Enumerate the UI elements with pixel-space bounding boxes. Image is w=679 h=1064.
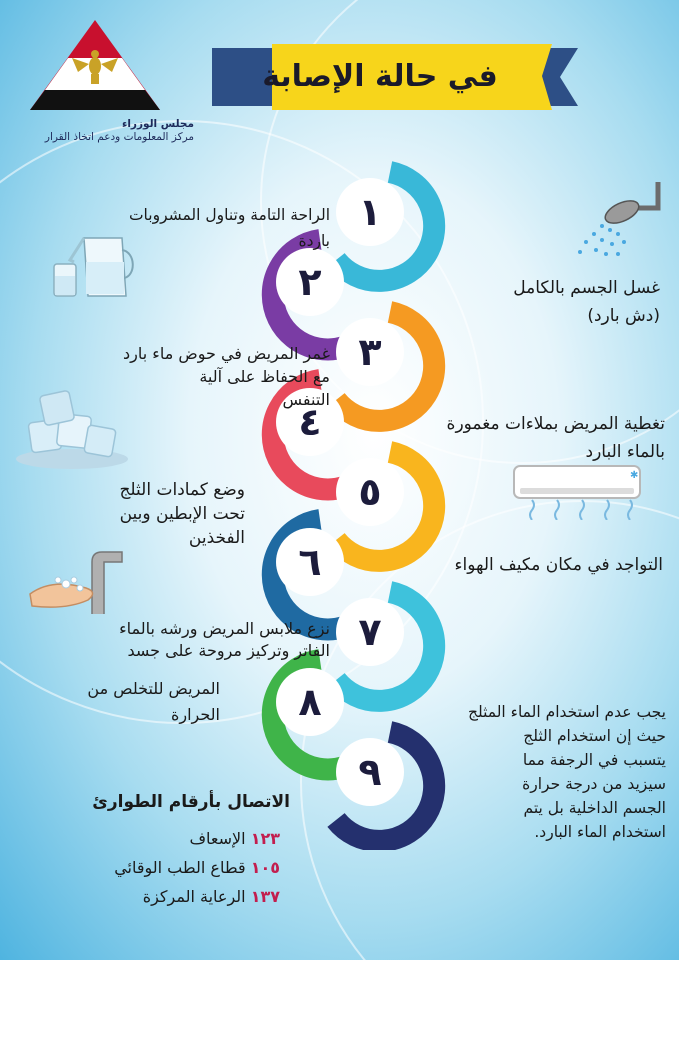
- emergency-title: الاتصال بأرقام الطوارئ: [92, 792, 290, 812]
- step-4-line-2: بالماء البارد: [585, 442, 665, 462]
- emergency-item: [20, 853, 280, 882]
- step-number-3: ٣: [358, 330, 382, 374]
- step-number-2: ٢: [298, 260, 322, 304]
- emergency-number: ١٣٧: [250, 887, 280, 906]
- emergency-label: الإسعاف: [189, 829, 246, 848]
- hand-washing-icon: [22, 548, 132, 616]
- ice-cubes-icon: [12, 385, 132, 473]
- emergency-label: قطاع الطب الوقائي: [114, 858, 246, 877]
- step-8-line-5: الجسم الداخلية بل يتم: [523, 799, 666, 817]
- emergency-item: [20, 824, 280, 853]
- step-number-5: ٥: [358, 470, 382, 514]
- step-2-line-2: (دش بارد): [587, 306, 660, 326]
- svg-text:✱: ✱: [630, 470, 639, 481]
- emergency-list: [20, 824, 280, 911]
- step-7-line-2: الفاتر وتركيز مروحة على جسد: [127, 641, 330, 660]
- step-number-8: ٨: [298, 680, 322, 724]
- page-title: في حالة الإصابة: [262, 59, 498, 94]
- step-8-line-6: استخدام الماء البارد.: [534, 823, 666, 841]
- step-5-line-3: الفخذين: [188, 528, 245, 548]
- step-5-text: [60, 478, 245, 550]
- step-2-text: [380, 274, 660, 330]
- step-1-text: [128, 202, 330, 254]
- air-conditioner-icon: [512, 464, 642, 520]
- emergency-number: ١٢٣: [250, 829, 280, 848]
- step-2-line-1: غسل الجسم بالكامل: [513, 278, 660, 298]
- step-3-line-2: مع الحفاظ على آلية: [199, 367, 330, 386]
- step-5-line-1: وضع كمادات الثلج: [119, 480, 245, 500]
- step-8-line-4: سيزيد من درجة حرارة: [522, 775, 666, 793]
- step-8-line-2: حيث إن استخدام الثلج: [523, 727, 666, 745]
- emergency-number: ١٠٥: [250, 858, 280, 877]
- emergency-item: [20, 882, 280, 911]
- step-number-1: ١: [358, 190, 382, 234]
- step-4-line-1: تغطية المريض بملاءات مغمورة: [446, 414, 665, 434]
- step-number-4: ٤: [298, 400, 322, 444]
- logo: [20, 14, 170, 114]
- step-8-line-1: يجب عدم استخدام الماء المثلج: [467, 703, 666, 721]
- step-7-line-3: المريض للتخلص من: [87, 679, 220, 698]
- emergency-label: الرعاية المركزة: [142, 887, 246, 906]
- step-1-line-2: باردة: [298, 232, 330, 250]
- step-8-line-3: يتسبب في الرجفة مما: [522, 751, 666, 769]
- step-7-text: [5, 618, 330, 662]
- logo-subtitle: مركز المعلومات ودعم اتخاذ القرار: [44, 131, 194, 143]
- step-5-line-2: تحت الإبطين وبين: [119, 504, 245, 524]
- step-6-text: [350, 552, 663, 578]
- step-number-9: ٩: [358, 750, 382, 794]
- step-4-text: [360, 410, 665, 466]
- logo-title: مجلس الوزراء: [121, 118, 194, 130]
- step-7-text-cont: [40, 676, 220, 728]
- step-7-line-4: الحرارة: [170, 705, 220, 724]
- shower-icon: [572, 180, 662, 260]
- step-3-line-3: التنفس: [282, 390, 330, 409]
- step-7-line-1: نزع ملابس المريض ورشه بالماء: [119, 619, 330, 638]
- water-pitcher-icon: [44, 232, 136, 302]
- step-6-line-1: التواجد في مكان مكيف الهواء: [454, 555, 663, 575]
- step-3-line-1: غمر المريض في حوض ماء بارد: [123, 344, 330, 363]
- step-8-text: [350, 700, 666, 844]
- step-1-line-1: الراحة التامة وتناول المشروبات: [128, 206, 330, 224]
- step-number-7: ٧: [358, 610, 382, 654]
- step-number-6: ٦: [298, 540, 322, 584]
